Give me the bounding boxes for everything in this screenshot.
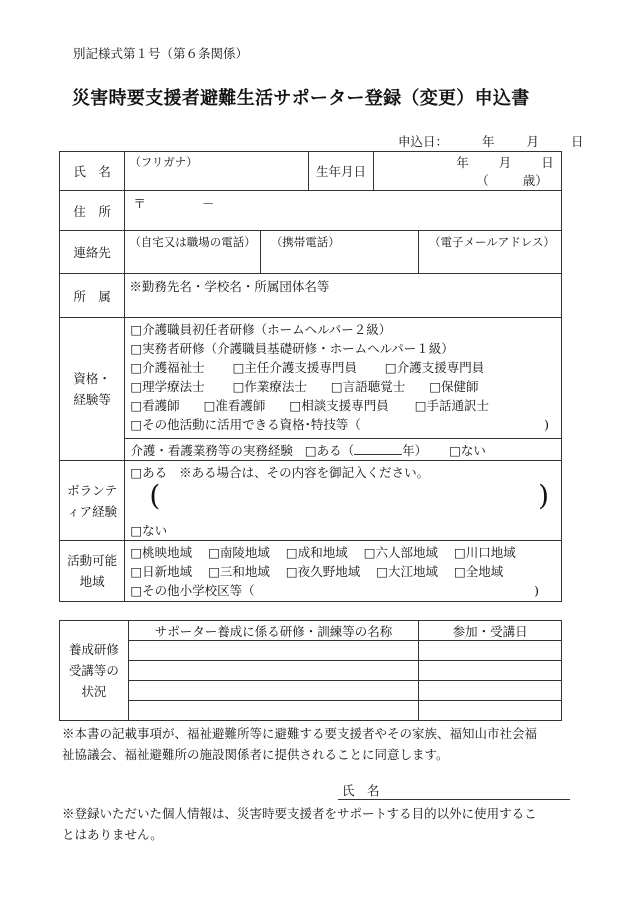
area-toei[interactable]: □桃映地域 <box>130 544 193 560</box>
home-work-phone-label: （自宅又は職場の電話） <box>129 235 256 249</box>
mobile-phone-field[interactable] <box>260 231 418 274</box>
email-field[interactable] <box>418 231 561 274</box>
training-label <box>60 621 129 721</box>
contact-label: 連絡先 <box>60 231 125 274</box>
training-name-cell[interactable] <box>128 661 419 681</box>
area-miwa[interactable]: □三和地域 <box>208 563 270 579</box>
areas-field[interactable] <box>125 541 562 602</box>
experience-yes-checkbox[interactable]: □ある（ <box>304 442 355 458</box>
qual-homehelper2[interactable]: □介護職員初任者研修（ホームヘルパー２級） <box>130 322 392 337</box>
area-nanryo[interactable]: □南陵地域 <box>208 544 270 560</box>
qual-practitioner[interactable]: □実務者研修（介護職員基礎研修・ホームヘルパー１級） <box>130 341 454 356</box>
birthdate-month-label: 月 <box>498 155 512 170</box>
application-date-month-label: 月 <box>526 134 540 149</box>
application-date-year-label: 年 <box>482 134 495 149</box>
volunteer-note: ※ある場合は、その内容を御記入ください。 <box>179 465 430 480</box>
address-field[interactable] <box>125 191 562 231</box>
qual-public-health-nurse[interactable]: □保健師 <box>429 379 479 394</box>
volunteer-no-checkbox[interactable]: □ない <box>130 523 168 538</box>
birthdate-label: 生年月日 <box>308 152 373 191</box>
area-other-close: ) <box>534 582 539 598</box>
birthdate-field[interactable] <box>374 152 562 191</box>
volunteer-bracket-open: ( <box>149 479 161 512</box>
volunteer-label <box>60 461 125 541</box>
home-work-phone-field[interactable] <box>125 231 261 274</box>
email-label: （電子メールアドレス） <box>428 235 555 249</box>
age-open-paren: （ <box>476 173 489 188</box>
qual-care-worker[interactable]: □介護福祉士 <box>130 360 205 375</box>
area-yakuno[interactable]: □夜久野地域 <box>285 563 361 579</box>
consent-text-line2: 祉協議会、福祉避難所の施設関係者に提供されることに同意します。 <box>62 747 449 762</box>
volunteer-yes-checkbox[interactable]: □ある <box>130 465 168 480</box>
training-name-cell[interactable] <box>128 641 419 661</box>
qual-consultation-specialist[interactable]: □相談支援専門員 <box>289 398 389 413</box>
qual-other-close: ) <box>544 417 549 432</box>
affiliation-field[interactable] <box>125 274 562 318</box>
age-label: 歳） <box>522 173 548 188</box>
qual-care-manager[interactable]: □介護支援専門員 <box>384 360 485 375</box>
name-field[interactable] <box>125 152 308 191</box>
name-label: 氏 名 <box>60 152 125 191</box>
area-other[interactable] <box>130 581 557 600</box>
application-date-day-label: 日 <box>571 134 584 149</box>
qual-assistant-nurse[interactable]: □准看護師 <box>203 398 266 413</box>
qual-occupational-therapist[interactable]: □作業療法士 <box>232 379 307 394</box>
address-label: 住 所 <box>60 191 125 231</box>
qual-row3 <box>130 358 557 377</box>
qual-row4 <box>130 377 557 396</box>
experience-no-checkbox[interactable]: □ない <box>449 442 486 458</box>
volunteer-label-line1: ボランテ <box>67 482 118 498</box>
training-label-line2: 受講等の <box>68 663 119 678</box>
qualifications-label-line1: 資格・ <box>73 371 111 386</box>
privacy-text <box>62 803 537 845</box>
area-all[interactable]: □全地域 <box>454 563 504 579</box>
training-table <box>59 620 562 721</box>
birthdate-year-label: 年 <box>456 155 469 170</box>
registration-form <box>59 151 562 602</box>
experience-row <box>125 439 562 461</box>
mobile-phone-label: （携帯電話） <box>270 235 340 249</box>
consent-text <box>62 723 537 765</box>
qual-physical-therapist[interactable]: □理学療法士 <box>130 379 205 394</box>
area-mutobe[interactable]: □六人部地域 <box>363 544 439 560</box>
areas-label <box>60 541 125 602</box>
application-date <box>398 132 584 150</box>
privacy-text-line2: とはありません。 <box>62 827 163 842</box>
areas-label-line2: 地域 <box>79 574 105 589</box>
experience-years-input[interactable] <box>354 444 402 455</box>
volunteer-field[interactable] <box>125 461 562 541</box>
experience-label: 介護・看護業務等の実務経験 <box>130 442 293 458</box>
experience-years-label: 年） <box>402 442 428 458</box>
volunteer-yes-row <box>130 463 557 482</box>
signature-field[interactable] <box>338 781 570 800</box>
qualifications-label-line2: 経験等 <box>73 392 111 407</box>
training-date-cell[interactable] <box>419 661 562 681</box>
consent-text-line1: ※本書の記載事項が、福祉避難所等に避難する要支援者やその家族、福知山市社会福 <box>62 726 538 741</box>
area-oe[interactable]: □大江地域 <box>376 563 439 579</box>
training-date-cell[interactable] <box>419 701 562 721</box>
birthdate-day-label: 日 <box>541 155 554 170</box>
postal-dash: － <box>201 196 215 211</box>
affiliation-hint: ※勤務先名・学校名・所属団体名等 <box>129 279 330 294</box>
training-date-cell[interactable] <box>419 681 562 701</box>
volunteer-label-line2: ィア経験 <box>67 503 118 519</box>
privacy-text-line1: ※登録いただいた個人情報は、災害時要支援者をサポートする目的以外に使用するこ <box>62 806 537 821</box>
training-date-cell[interactable] <box>419 641 562 661</box>
area-kawaguchi[interactable]: □川口地域 <box>454 544 516 560</box>
training-name-cell[interactable] <box>128 701 419 721</box>
volunteer-bracket-close: ) <box>538 479 549 512</box>
furigana-label: （フリガナ） <box>129 155 198 169</box>
application-date-label: 申込日： <box>398 134 449 149</box>
training-label-line1: 養成研修 <box>68 642 119 657</box>
areas-row1 <box>130 543 557 562</box>
qual-row5 <box>130 396 557 415</box>
form-number: 別記様式第１号（第６条関係） <box>73 46 249 61</box>
area-nisshin[interactable]: □日新地域 <box>130 563 193 579</box>
areas-row2 <box>130 562 557 581</box>
qualifications-label <box>60 318 125 461</box>
qual-speech-therapist[interactable]: □言語聴覚士 <box>330 379 406 394</box>
signature-label: 氏 名 <box>342 783 380 798</box>
area-seiwa[interactable]: □成和地域 <box>285 544 348 560</box>
training-date-header: 参加・受講日 <box>419 621 562 641</box>
qual-nurse[interactable]: □看護師 <box>130 398 180 413</box>
area-other-label: □その他小学校区等（ <box>130 582 255 598</box>
qual-other-label: □その他活動に活用できる資格･特技等（ <box>130 417 361 432</box>
page-title: 災害時要支援者避難生活サポーター登録（変更）申込書 <box>72 88 530 109</box>
areas-label-line1: 活動可能 <box>67 553 118 568</box>
affiliation-label: 所 属 <box>60 274 125 318</box>
qual-sign-interpreter[interactable]: □手話通訳士 <box>414 398 490 413</box>
qualifications-field[interactable] <box>125 318 562 439</box>
training-label-line3: 状況 <box>81 684 107 699</box>
training-name-cell[interactable] <box>128 681 419 701</box>
postal-mark: 〒 <box>133 196 146 211</box>
training-name-header: サポーター養成に係る研修・訓練等の名称 <box>128 621 419 641</box>
qual-chief-care-manager[interactable]: □主任介護支援専門員 <box>232 360 357 375</box>
qual-other[interactable] <box>130 415 557 434</box>
